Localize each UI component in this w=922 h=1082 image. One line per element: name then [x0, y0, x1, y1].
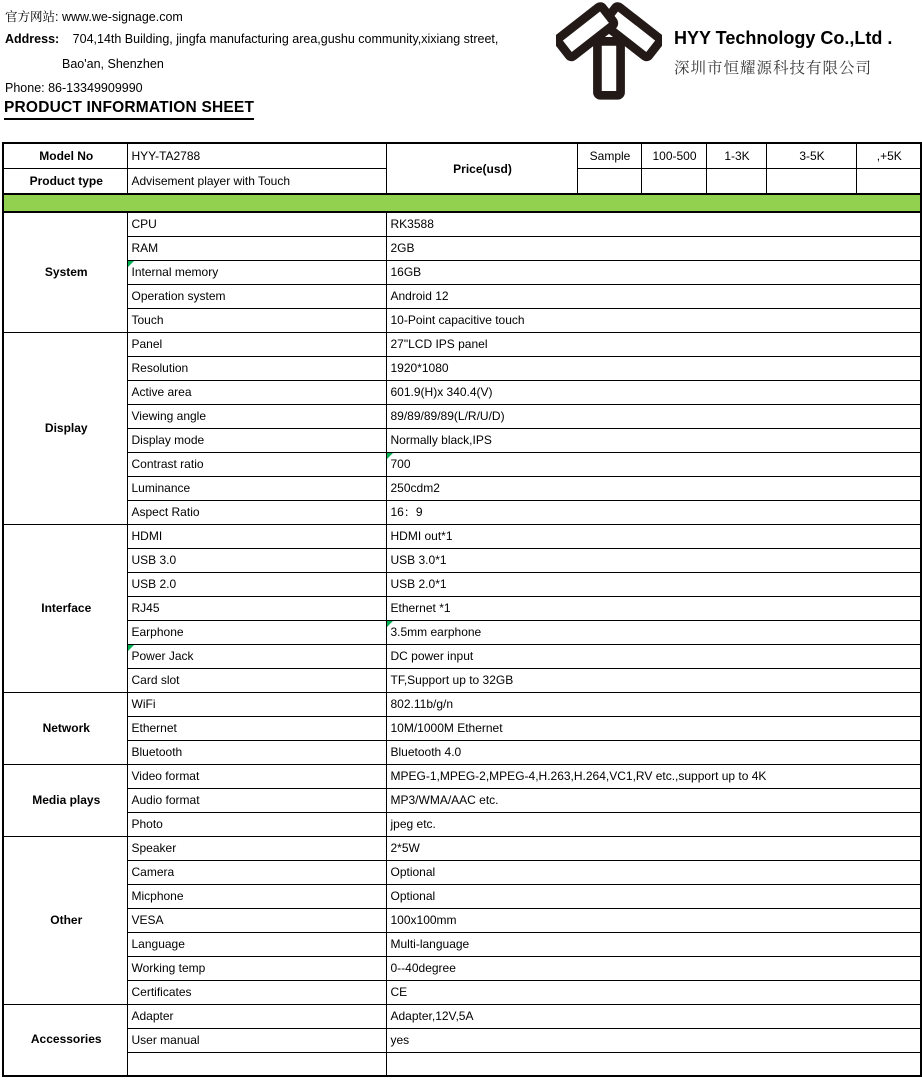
spec-label-cell: Active area [127, 381, 386, 405]
spec-row [3, 621, 921, 645]
spec-value-cell: 16：9 [386, 501, 921, 525]
section-name-cell: Accessories [3, 1005, 127, 1076]
spec-row [3, 861, 921, 885]
spec-row [3, 573, 921, 597]
spec-row [3, 285, 921, 309]
spec-row [3, 381, 921, 405]
spec-row [3, 525, 921, 549]
spec-value-cell: 601.9(H)x 340.4(V) [386, 381, 921, 405]
spec-label-cell: Internal memory [127, 261, 386, 285]
spec-row [3, 933, 921, 957]
spec-row [3, 1029, 921, 1053]
company-name-cn: 深圳市恒耀源科技有限公司 [674, 60, 873, 77]
model-no-value-cell: HYY-TA2788 [127, 143, 386, 169]
spec-value-cell: Ethernet *1 [386, 597, 921, 621]
spec-row [3, 981, 921, 1005]
spec-row [3, 549, 921, 573]
spec-row [3, 237, 921, 261]
spec-label-cell: HDMI [127, 525, 386, 549]
spec-row [3, 429, 921, 453]
page-title: PRODUCT INFORMATION SHEET [4, 99, 254, 120]
spec-row [3, 909, 921, 933]
spec-row [3, 765, 921, 789]
price-value-cell [766, 169, 856, 195]
spec-value-cell: 2*5W [386, 837, 921, 861]
spec-row [3, 693, 921, 717]
spec-row [3, 1053, 921, 1076]
spec-row [3, 333, 921, 357]
spec-label-cell: Display mode [127, 429, 386, 453]
spec-value-cell: MPEG-1,MPEG-2,MPEG-4,H.263,H.264,VC1,RV etc.,support up to 4K [386, 765, 921, 789]
spec-row [3, 597, 921, 621]
spec-label-cell: USB 2.0 [127, 573, 386, 597]
spec-row [3, 357, 921, 381]
spec-value-cell [386, 1053, 921, 1076]
spec-value-cell: 250cdm2 [386, 477, 921, 501]
spec-value-cell: 802.11b/g/n [386, 693, 921, 717]
spec-value-cell: 10-Point capacitive touch [386, 309, 921, 333]
section-name-cell: System [3, 212, 127, 333]
spec-label-cell: Bluetooth [127, 741, 386, 765]
spec-label-cell: Audio format [127, 789, 386, 813]
spec-value-cell: Optional [386, 885, 921, 909]
model-row [3, 143, 921, 169]
price-header-cell: Price(usd) [386, 143, 577, 194]
spec-label-cell: Video format [127, 765, 386, 789]
spec-label-cell: Speaker [127, 837, 386, 861]
spec-label-cell: User manual [127, 1029, 386, 1053]
spec-value-cell: HDMI out*1 [386, 525, 921, 549]
price-value-cell [577, 169, 641, 195]
price-tier-header-cell: 100-500 [641, 143, 706, 169]
spec-value-cell: RK3588 [386, 212, 921, 237]
spec-value-cell: 10M/1000M Ethernet [386, 717, 921, 741]
company-logo-icon [556, 2, 662, 100]
spec-label-cell: WiFi [127, 693, 386, 717]
logo-arm-bottom [597, 41, 620, 95]
company-brand [556, 2, 892, 100]
spec-label-cell: Aspect Ratio [127, 501, 386, 525]
address-line-2: Bao'an, Shenzhen [62, 57, 164, 71]
price-tier-header-cell: ,+5K [856, 143, 921, 169]
phone-line: Phone: 86-13349909990 [5, 81, 143, 95]
spec-value-cell: 100x100mm [386, 909, 921, 933]
spec-value-cell: USB 2.0*1 [386, 573, 921, 597]
spec-label-cell: Contrast ratio [127, 453, 386, 477]
spec-label-cell: Panel [127, 333, 386, 357]
section-name-cell: Display [3, 333, 127, 525]
section-name-cell: Media plays [3, 765, 127, 837]
price-tier-header-cell: 3-5K [766, 143, 856, 169]
spec-row [3, 741, 921, 765]
section-name-cell: Other [3, 837, 127, 1005]
product-type-value-cell: Advisement player with Touch [127, 169, 386, 195]
price-tier-header-cell: Sample [577, 143, 641, 169]
spec-value-cell: 0--40degree [386, 957, 921, 981]
spec-row [3, 212, 921, 237]
spec-value-cell: 16GB [386, 261, 921, 285]
spec-value-cell: MP3/WMA/AAC etc. [386, 789, 921, 813]
spec-label-cell: Working temp [127, 957, 386, 981]
spec-label-cell: USB 3.0 [127, 549, 386, 573]
spec-row [3, 813, 921, 837]
spec-value-cell: jpeg etc. [386, 813, 921, 837]
spec-value-cell: 1920*1080 [386, 357, 921, 381]
spec-label-cell [127, 1053, 386, 1076]
model-no-label-cell: Model No [3, 143, 127, 169]
address-line [5, 32, 498, 46]
spec-label-cell: Power Jack [127, 645, 386, 669]
spec-value-cell: USB 3.0*1 [386, 549, 921, 573]
spec-value-cell: Normally black,IPS [386, 429, 921, 453]
spec-table [2, 142, 922, 1077]
spec-label-cell: Language [127, 933, 386, 957]
spec-value-cell: 3.5mm earphone [386, 621, 921, 645]
spec-label-cell: Operation system [127, 285, 386, 309]
website-url: www.we-signage.com [61, 10, 183, 24]
green-divider-band [3, 194, 921, 212]
spec-row [3, 669, 921, 693]
price-value-cell [856, 169, 921, 195]
spec-value-cell: 89/89/89/89(L/R/U/D) [386, 405, 921, 429]
spec-row [3, 453, 921, 477]
spec-value-cell: CE [386, 981, 921, 1005]
spec-value-cell: DC power input [386, 645, 921, 669]
spec-value-cell: Multi-language [386, 933, 921, 957]
spec-value-cell: Bluetooth 4.0 [386, 741, 921, 765]
section-name-cell: Interface [3, 525, 127, 693]
spec-label-cell: RAM [127, 237, 386, 261]
spec-label-cell: Micphone [127, 885, 386, 909]
price-value-cell [641, 169, 706, 195]
spec-row [3, 885, 921, 909]
spec-label-cell: RJ45 [127, 597, 386, 621]
spec-label-cell: Luminance [127, 477, 386, 501]
spec-value-cell: 27"LCD IPS panel [386, 333, 921, 357]
spec-label-cell: Camera [127, 861, 386, 885]
spec-label-cell: Card slot [127, 669, 386, 693]
spec-value-cell: Optional [386, 861, 921, 885]
spec-value-cell: Adapter,12V,5A [386, 1005, 921, 1029]
product-type-label-cell: Product type [3, 169, 127, 195]
spec-value-cell: 2GB [386, 237, 921, 261]
spec-label-cell: Viewing angle [127, 405, 386, 429]
spec-value-cell: TF,Support up to 32GB [386, 669, 921, 693]
spec-value-cell: 700 [386, 453, 921, 477]
spec-label-cell: Touch [127, 309, 386, 333]
spec-row [3, 309, 921, 333]
price-value-cell [706, 169, 766, 195]
divider-band-row [3, 194, 921, 212]
spec-row [3, 1005, 921, 1029]
spec-row [3, 261, 921, 285]
company-names [674, 2, 892, 78]
spec-row [3, 477, 921, 501]
spec-label-cell: Adapter [127, 1005, 386, 1029]
price-tier-header-cell: 1-3K [706, 143, 766, 169]
spec-row [3, 501, 921, 525]
spec-row [3, 717, 921, 741]
spec-label-cell: Photo [127, 813, 386, 837]
spec-label-cell: Certificates [127, 981, 386, 1005]
section-name-cell: Network [3, 693, 127, 765]
website-label: 官方网站: [5, 10, 59, 24]
spec-value-cell: yes [386, 1029, 921, 1053]
spec-row [3, 789, 921, 813]
company-name-en: HYY Technology Co.,Ltd . [674, 28, 893, 48]
spec-label-cell: Ethernet [127, 717, 386, 741]
spec-label-cell: CPU [127, 212, 386, 237]
spec-row [3, 645, 921, 669]
address-label: Address: [5, 32, 60, 46]
website-line [5, 7, 183, 25]
spec-label-cell: Resolution [127, 357, 386, 381]
spec-row [3, 405, 921, 429]
spec-value-cell: Android 12 [386, 285, 921, 309]
spec-label-cell: VESA [127, 909, 386, 933]
spec-label-cell: Earphone [127, 621, 386, 645]
spec-row [3, 957, 921, 981]
address-text: 704,14th Building, jingfa manufacturing area,gushu community,xixiang street, [72, 32, 499, 46]
spec-row [3, 837, 921, 861]
